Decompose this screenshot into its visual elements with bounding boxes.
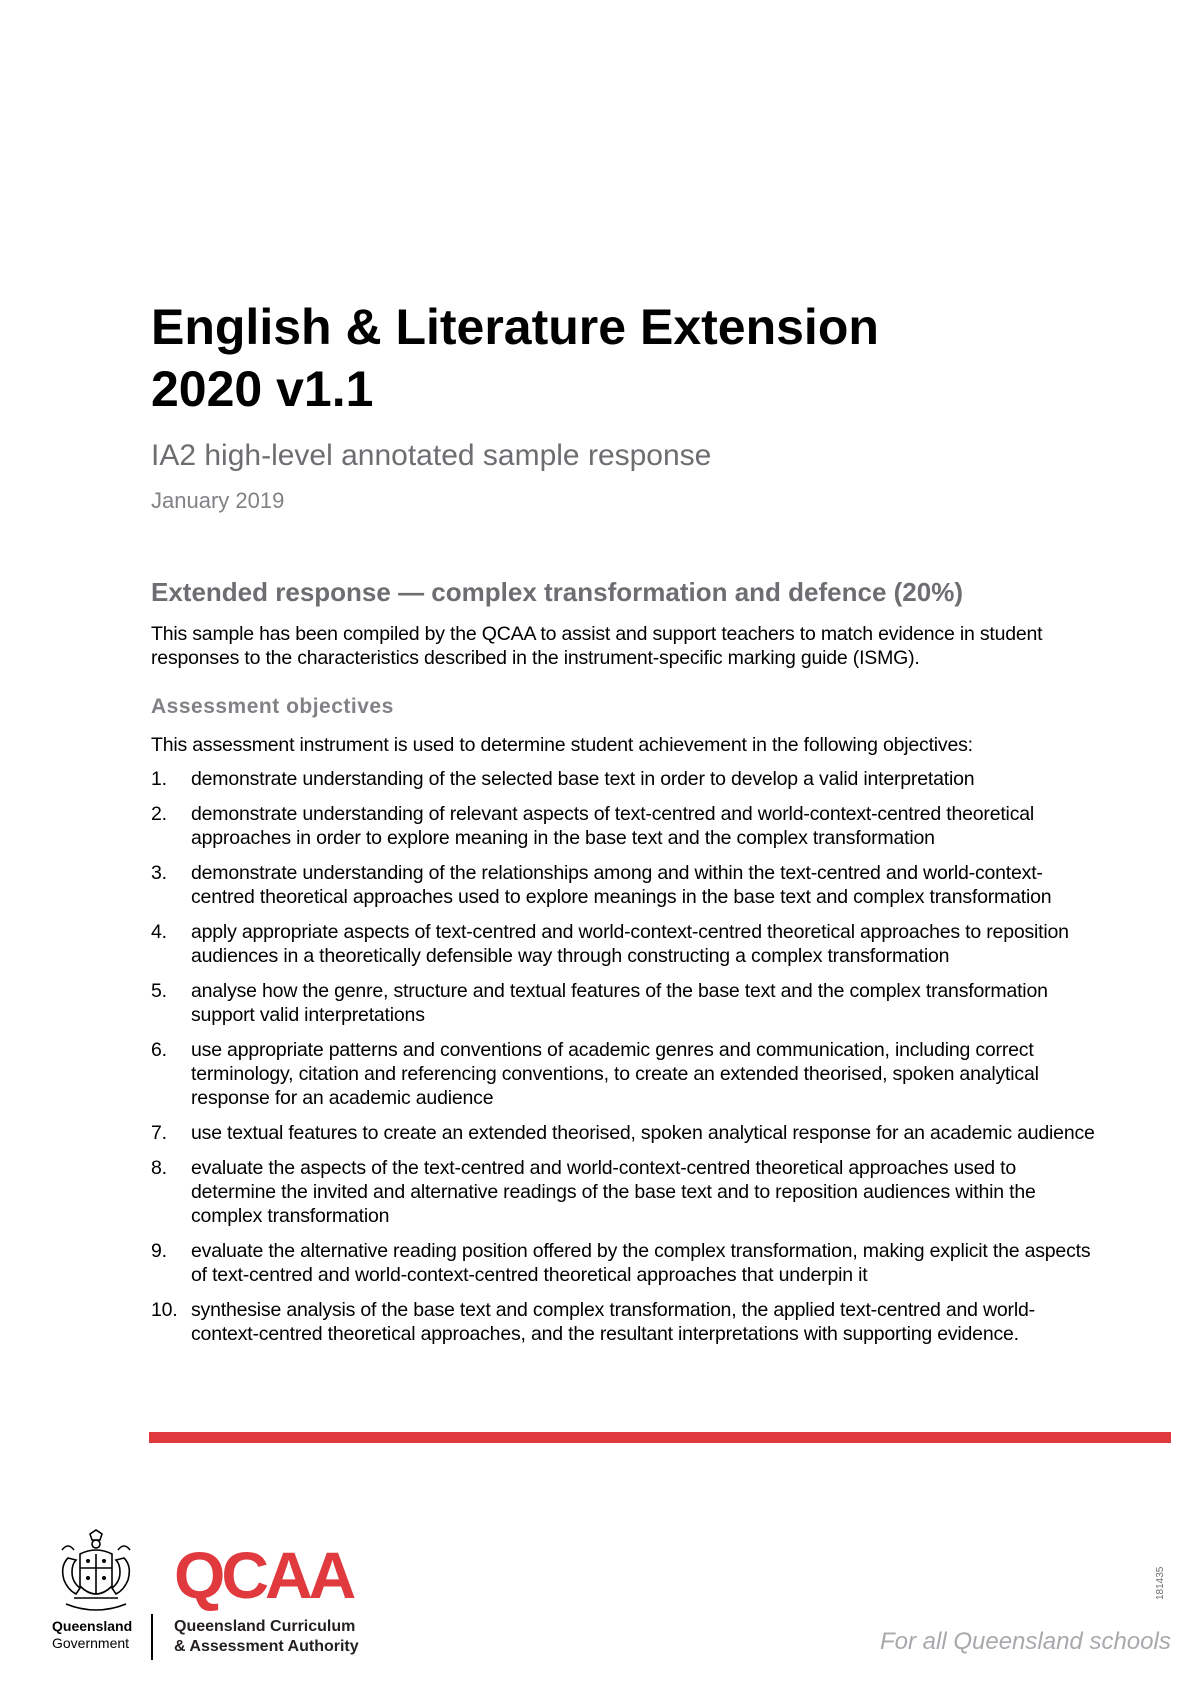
document-title-line1: English & Literature Extension [151,299,879,355]
objective-number: 9. [151,1240,167,1262]
objective-text: evaluate the alternative reading position offered by the complex transformation, making explicit the aspects of text-centred and world-context-centred theoretical approaches that underpin it [191,1240,1091,1286]
section-heading: Extended response — complex transformation and defence (20%) [151,577,963,607]
objective-text: evaluate the aspects of the text-centred and world-context-centred theoretical approaches used to determine the invited and alternative readings of the base text and to reposition audiences within the complex transformation [191,1157,1036,1227]
objective-text: synthesise analysis of the base text and complex transformation, the applied text-centred and world-context-centred theoretical approaches, and the resultant interpretations with supporting evidence. [191,1299,1035,1345]
objective-number: 8. [151,1157,167,1179]
government-label-line1: Queensland [52,1618,133,1634]
objectives-heading: Assessment objectives [151,695,394,718]
government-label [52,1618,132,1652]
objective-text: apply appropriate aspects of text-centred and world-context-centred theoretical approaches to reposition audiences in a theoretically defensible way through constructing a complex transformation [191,921,1069,967]
qcaa-logo: QCAA [174,1538,353,1612]
objective-text: demonstrate understanding of the relationships among and within the text-centred and world-context-centred theoretical approaches used to explore meanings in the base text and complex transformation [191,862,1052,908]
objective-item [151,920,1111,968]
objectives-list [151,767,1111,1357]
objective-text: use appropriate patterns and conventions of academic genres and communication, including correct terminology, citation and referencing conventions, to create an extended theorised, spoken analytical response for an academic audience [191,1039,1039,1109]
document-title [151,296,1111,420]
document-date: January 2019 [151,488,285,513]
objective-item [151,1298,1111,1346]
objective-number: 5. [151,980,167,1002]
objective-number: 1. [151,768,167,790]
objective-text: demonstrate understanding of the selected base text in order to develop a valid interpretation [191,768,975,790]
objective-item [151,1038,1111,1110]
objective-text: use textual features to create an extended theorised, spoken analytical response for an academic audience [191,1122,1095,1144]
section-intro: This sample has been compiled by the QCAA to assist and support teachers to match evidence in student responses to the characteristics described in the instrument-specific marking guide (ISMG). [151,623,1043,669]
objective-number: 10. [151,1299,178,1321]
objective-item [151,1156,1111,1228]
qcaa-full-name [174,1617,359,1657]
objective-item [151,767,1111,791]
logo-divider [151,1614,153,1660]
document-title-line2: 2020 v1.1 [151,361,374,417]
objective-number: 6. [151,1039,167,1061]
objective-item [151,1121,1111,1145]
footer-divider-rule [149,1432,1171,1443]
objective-text: demonstrate understanding of relevant aspects of text-centred and world-context-centred theoretical approaches in order to explore meaning in the base text and the complex transformation [191,803,1035,849]
footer-tagline: For all Queensland schools [880,1628,1171,1655]
objectives-lead: This assessment instrument is used to determine student achievement in the following objectives: [151,734,973,756]
objective-item [151,979,1111,1027]
objective-item [151,1239,1111,1287]
government-label-line2: Government [52,1635,130,1651]
objective-item [151,802,1111,850]
qcaa-name-line2: & Assessment Authority [174,1638,359,1655]
queensland-coat-of-arms-icon [46,1528,146,1622]
document-code: 181435 [1155,1566,1166,1600]
objective-item [151,861,1111,909]
objective-text: analyse how the genre, structure and textual features of the base text and the complex transformation support valid interpretations [191,980,1048,1026]
objective-number: 4. [151,921,167,943]
objective-number: 2. [151,803,167,825]
document-subtitle: IA2 high-level annotated sample response [151,439,712,472]
objective-number: 3. [151,862,167,884]
qcaa-name-line1: Queensland Curriculum [174,1618,356,1635]
objective-number: 7. [151,1122,167,1144]
